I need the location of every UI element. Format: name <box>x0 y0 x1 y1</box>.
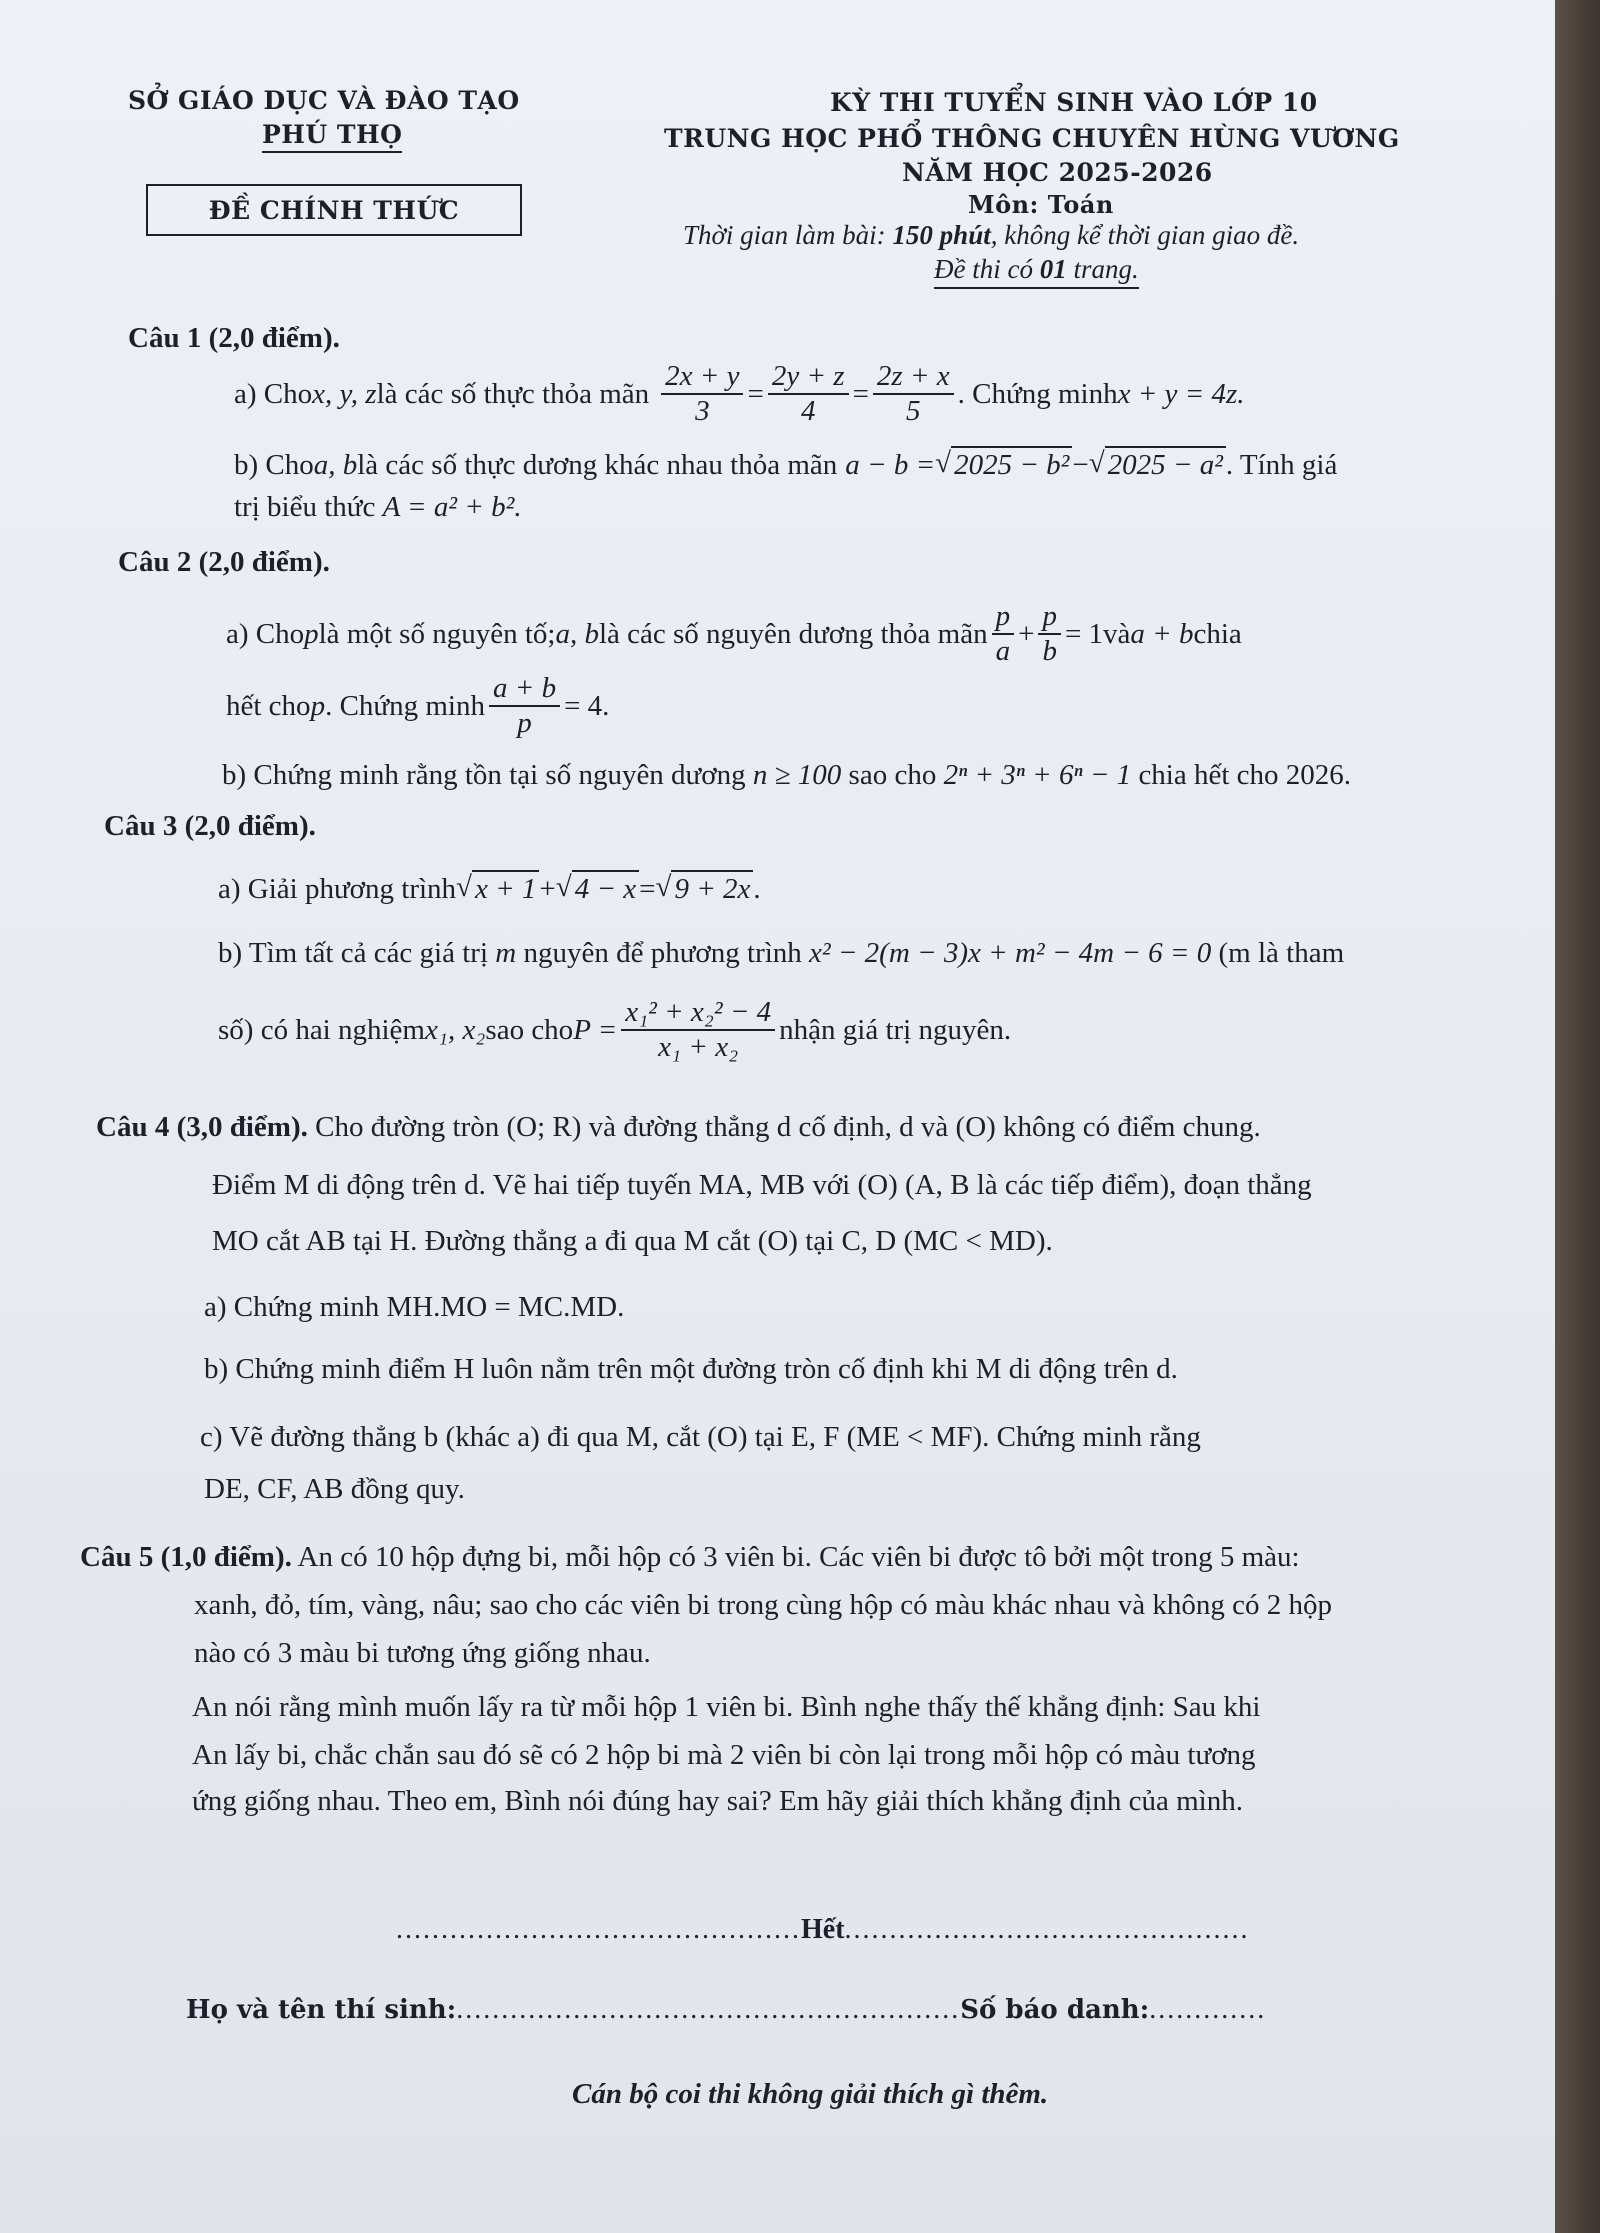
time-suffix: , không kể thời gian giao đề. <box>990 220 1300 250</box>
q2a-fb-den: b <box>1042 635 1057 668</box>
table-surface <box>1555 0 1600 2233</box>
q5-line1 <box>80 1540 1300 1575</box>
end-dots-left: ............................................. <box>396 1914 801 1945</box>
q3a-plus: + <box>539 873 556 905</box>
q3a-prefix: a) Giải phương trình <box>218 873 457 905</box>
q2a-fraction-a <box>992 600 1015 669</box>
q2a-fa-num: p <box>992 600 1015 635</box>
q2a-fb-num: p <box>1038 600 1061 635</box>
q3a-root-2-radicand: 4 − x <box>572 870 639 907</box>
time-value: 150 phút <box>892 220 991 250</box>
pages-info <box>934 254 1139 289</box>
q3a-root-1-radicand: x + 1 <box>472 870 539 907</box>
q1-title: Câu 1 (2,0 điểm). <box>128 322 340 354</box>
q2-title: Câu 2 (2,0 điểm). <box>118 546 330 578</box>
q4-part-c-line1: c) Vẽ đường thẳng b (khác a) đi qua M, cắt (O) tại E, F (ME < MF). Chứng minh rằng <box>200 1421 1201 1453</box>
q4-part-c-line2: DE, CF, AB đồng quy. <box>204 1473 465 1505</box>
q5-title: Câu 5 (1,0 điểm). <box>80 1541 292 1573</box>
q2-part-a <box>226 600 1242 669</box>
q1a-mid: là các số thực thỏa mãn <box>376 377 650 410</box>
q1a-f1-num: 2x + y <box>661 360 743 395</box>
q1-part-b <box>234 446 1337 483</box>
q1a-f2-num: 2y + z <box>768 360 849 395</box>
q3b-prefix: b) Tìm tất cả các giá trị <box>218 937 496 969</box>
province-name: PHÚ THỌ <box>262 120 402 153</box>
q2a-fa-den: a <box>995 635 1011 668</box>
q2a-fc-num: a + b <box>489 672 560 707</box>
q5-l1-text: An có 10 hộp đựng bi, mỗi hộp có 3 viên bi. Các viên bi được tô bởi một trong 5 màu: <box>291 1541 1300 1573</box>
q3b-fp-num: x₁² + x₂² − 4 <box>621 996 775 1031</box>
q1a-fraction-2 <box>768 360 849 429</box>
time-info <box>683 220 1299 251</box>
q2a-p: p <box>304 617 319 650</box>
pages-prefix: Đề thi có <box>934 254 1040 284</box>
q3b-so: sao cho <box>485 1013 574 1046</box>
q4-intro-l1-text: Cho đường tròn (O; R) và đường thẳng d cố định, d và (O) không có điểm chung. <box>307 1111 1261 1143</box>
q1a-f3-den: 5 <box>906 395 921 428</box>
q2b-prefix: b) Chứng minh rằng tồn tại số nguyên dương <box>222 759 753 791</box>
q3-title: Câu 3 (2,0 điểm). <box>104 810 316 842</box>
q4-intro-line1 <box>96 1110 1261 1145</box>
q2a-fraction-b <box>1038 600 1061 669</box>
q2a-div: chia <box>1193 617 1242 650</box>
q3a-end: . <box>753 873 761 905</box>
q5-line2: xanh, đỏ, tím, vàng, nâu; sao cho các viên bi trong cùng hộp có màu khác nhau và không có 2 hộp <box>194 1589 1332 1621</box>
end-dots-right: ............................................. <box>844 1914 1250 1945</box>
q1a-vars: x, y, z <box>312 377 377 410</box>
q5-line6: ứng giống nhau. Theo em, Bình nói đúng hay sai? Em hãy giải thích khẳng định của mình. <box>192 1785 1243 1817</box>
pages-suffix: trang. <box>1066 254 1139 284</box>
pages-value: 01 <box>1039 254 1067 284</box>
q1a-f2-den: 4 <box>800 395 816 428</box>
q1b-minus: − <box>1072 449 1089 481</box>
q2a-line2-p: p <box>310 689 326 722</box>
q1a-prefix: a) Cho <box>234 377 313 410</box>
proctor-note: Cán bộ coi thi không giải thích gì thêm. <box>572 2078 1049 2110</box>
q2a-prefix: a) Cho <box>226 617 305 650</box>
q1a-expr: x + y = 4z. <box>1117 377 1245 410</box>
q3b-m: m <box>495 937 517 969</box>
q1a-f1-den: 3 <box>695 395 710 428</box>
q2a-fraction-c <box>489 672 560 741</box>
q1b-suffix: . Tính giá <box>1225 449 1338 481</box>
q1-part-a <box>234 360 1245 429</box>
q2b-expr: 2ⁿ + 3ⁿ + 6ⁿ − 1 <box>943 759 1132 791</box>
q1b-root-1: √ 2025 − b² <box>935 446 1072 483</box>
q1a-f3-num: 2z + x <box>873 360 954 395</box>
q3a-root-3: √ 9 + 2x <box>656 870 754 907</box>
q2a-line2-eq: = 4. <box>564 689 610 722</box>
plus-sign: + <box>1018 617 1035 650</box>
candidate-number-label: Số báo danh: <box>960 1995 1150 2025</box>
q4-intro-line3: MO cắt AB tại H. Đường thẳng a đi qua M cắt (O) tại C, D (MC < MD). <box>212 1225 1053 1257</box>
q3-part-a <box>218 870 761 907</box>
q2-part-a-line2 <box>226 672 609 741</box>
q3a-eq: = <box>639 873 656 905</box>
q2a-line2-prove: . Chứng minh <box>325 689 485 722</box>
q3-part-b-line2 <box>218 996 1011 1065</box>
time-prefix: Thời gian làm bài: <box>683 220 893 250</box>
q1b-line2-expr: A = a² + b². <box>382 491 522 523</box>
school-year: NĂM HỌC 2025-2026 <box>902 158 1213 187</box>
q4-intro-line2: Điểm M di động trên d. Vẽ hai tiếp tuyến MA, MB với (O) (A, B là các tiếp điểm), đoạn thẳng <box>212 1169 1312 1201</box>
q5-line4: An nói rằng mình muốn lấy ra từ mỗi hộp 1 viên bi. Bình nghe thấy thế khẳng định: Sau khi <box>192 1691 1261 1723</box>
end-line <box>396 1914 1250 1946</box>
q3b-roots: x₁, x₂ <box>424 1013 486 1046</box>
q5-line3: nào có 3 màu bi tương ứng giống nhau. <box>194 1637 651 1669</box>
department-name: SỞ GIÁO DỤC VÀ ĐÀO TẠO <box>128 86 520 115</box>
q3b-fraction-P <box>621 996 775 1065</box>
q3b-fp-den: x₁ + x₂ <box>658 1031 739 1064</box>
q3b-P: P = <box>573 1013 618 1046</box>
candidate-info-line <box>186 1994 1266 2026</box>
q1b-root-1-radicand: 2025 − b² <box>951 446 1072 483</box>
q3b-end: nhận giá trị nguyên. <box>779 1013 1012 1046</box>
equals-sign: = <box>852 377 869 410</box>
q1b-line2-text: trị biểu thức <box>234 491 383 523</box>
q4-part-a: a) Chứng minh MH.MO = MC.MD. <box>204 1291 625 1323</box>
official-exam-box <box>146 184 522 236</box>
q3b-line2: số) có hai nghiệm <box>218 1013 425 1046</box>
q3a-root-2: √ 4 − x <box>556 870 639 907</box>
q2a-sum: a + b <box>1130 617 1194 650</box>
q1b-prefix: b) Cho <box>234 449 314 481</box>
candidate-name-label: Họ và tên thí sinh: <box>186 1995 457 2025</box>
q1a-prove: . Chứng minh <box>957 377 1118 410</box>
exam-title: KỲ THI TUYỂN SINH VÀO LỚP 10 <box>830 88 1318 117</box>
q2a-mid: là một số nguyên tố; <box>318 617 556 650</box>
q2a-ab: a, b <box>555 617 599 650</box>
q2a-eq: = 1 <box>1064 617 1104 650</box>
equals-sign: = <box>747 377 764 410</box>
q3b-eq: x² − 2(m − 3)x + m² − 4m − 6 = 0 <box>809 937 1212 969</box>
q4-title: Câu 4 (3,0 điểm). <box>96 1111 308 1143</box>
q2a-fc-den: p <box>517 707 532 740</box>
q1a-fraction-1 <box>661 360 743 429</box>
school-name: TRUNG HỌC PHỔ THÔNG CHUYÊN HÙNG VƯƠNG <box>664 124 1400 153</box>
end-label: Hết <box>801 1914 845 1945</box>
q3b-mid: nguyên để phương trình <box>516 937 810 969</box>
q2a-line2: hết cho <box>226 689 311 722</box>
q2b-suffix: chia hết cho 2026. <box>1131 759 1352 791</box>
q2a-mid2: là các số nguyên dương thỏa mãn <box>598 617 988 650</box>
q2a-and: và <box>1103 617 1131 650</box>
candidate-name-dots: ........................................................ <box>456 1994 961 2025</box>
q2-part-b <box>222 758 1351 793</box>
q2b-cond: n ≥ 100 <box>752 759 842 791</box>
q1b-root-2-radicand: 2025 − a² <box>1105 446 1226 483</box>
q1b-root-2: √ 2025 − a² <box>1089 446 1226 483</box>
q3a-root-1: √ x + 1 <box>456 870 539 907</box>
q3a-root-3-radicand: 9 + 2x <box>671 870 753 907</box>
q1a-fraction-3 <box>873 360 954 429</box>
q1b-mid: là các số thực dương khác nhau thỏa mãn <box>357 449 838 481</box>
q4-part-b: b) Chứng minh điểm H luôn nằm trên một đường tròn cố định khi M di động trên d. <box>204 1353 1178 1385</box>
q1b-vars: a, b <box>313 449 358 481</box>
subject: Môn: Toán <box>968 190 1114 219</box>
q2b-mid: sao cho <box>841 759 944 791</box>
official-label: ĐỀ CHÍNH THỨC <box>208 195 460 225</box>
q3-part-b <box>218 936 1344 971</box>
q1-part-b-line2 <box>234 490 522 525</box>
q1b-lhs: a − b = <box>845 449 936 481</box>
q3b-param: (m là tham <box>1211 937 1345 969</box>
q5-line5: An lấy bi, chắc chắn sau đó sẽ có 2 hộp bi mà 2 viên bi còn lại trong mỗi hộp có màu tương <box>192 1739 1256 1771</box>
candidate-number-dots: ............. <box>1149 1994 1267 2025</box>
